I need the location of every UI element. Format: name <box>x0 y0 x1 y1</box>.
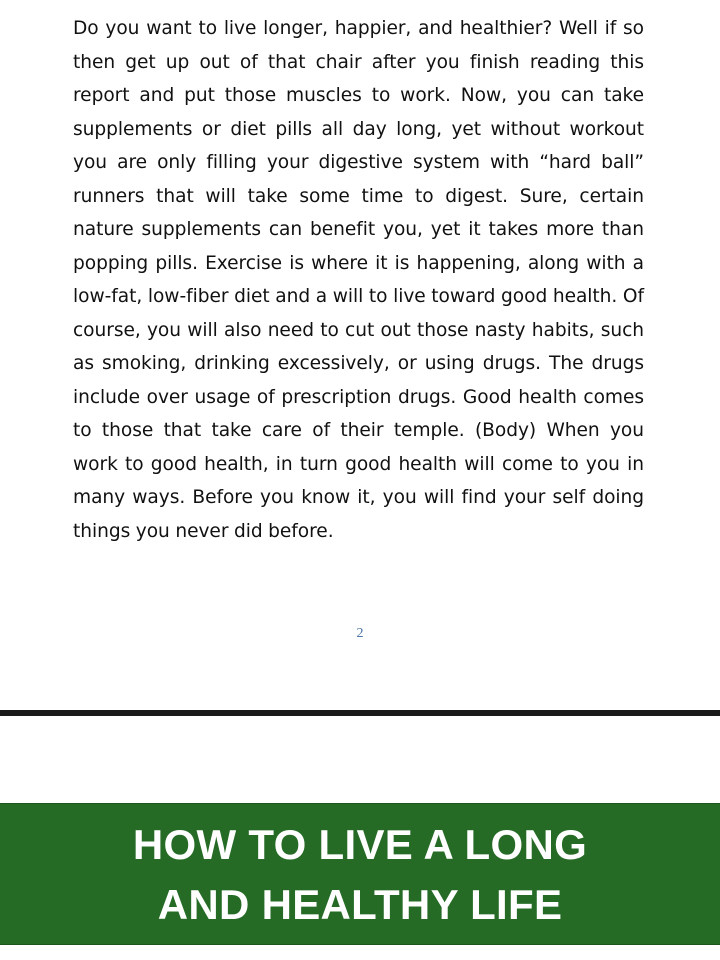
body-paragraph: Do you want to live longer, happier, and healthier? Well if so then get up out of that chair after you finish reading this report and put those muscles to work. Now, you can take supplements or diet pills all day long, yet without workout you are only filling your digestive system with “hard ball” runners that will take some time to digest. Sure, certain nature supplements can benefit you, yet it takes more than popping pills. Exercise is where it is happening, along with a low-fat, low-fiber diet and a will to live toward good health. Of course, you will also need to cut out those nasty habits, such as smoking, drinking excessively, or using drugs. The drugs include over usage of prescription drugs. Good health comes to those that take care of their temple. (Body) When you work to good health, in turn good health will come to you in many ways. Before you know it, you will find your self doing things you never did before. <box>73 18 644 542</box>
chapter-title-line-2: AND HEALTHY LIFE <box>157 881 563 928</box>
page-number: 2 <box>356 626 364 641</box>
title-banner <box>0 803 720 945</box>
chapter-title-line-1: HOW TO LIVE A LONG <box>132 821 588 868</box>
